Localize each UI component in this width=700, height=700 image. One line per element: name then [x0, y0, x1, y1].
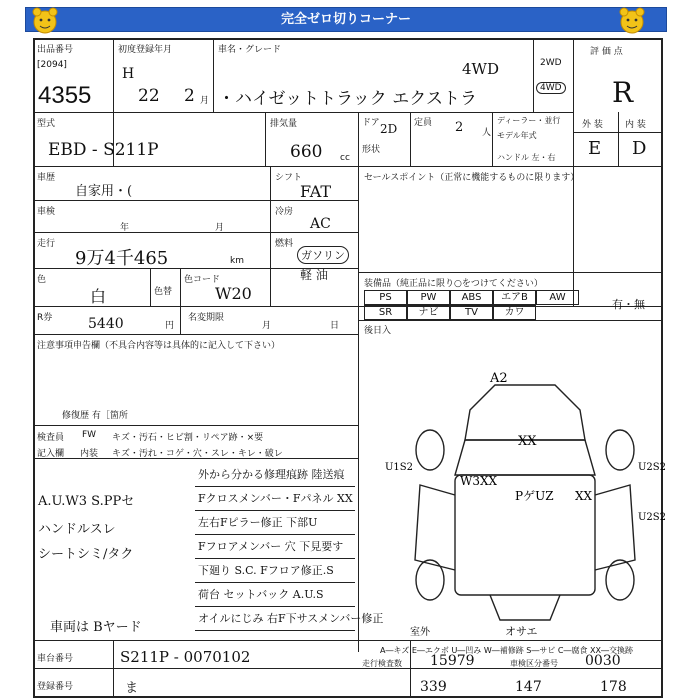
name-change-label: 名変期限	[188, 313, 225, 323]
sales-point-label: セールスポイント（正常に機能するものに限ります）	[364, 173, 580, 183]
grade-score: R	[612, 76, 634, 109]
handle-label: ハンドル 左・右	[497, 153, 556, 162]
lot-label: 出品番号	[37, 45, 74, 55]
shift-value: FAT	[300, 182, 332, 201]
fuel-gas-circled: ガソリン	[297, 246, 349, 264]
usage-value: 自家用・(	[75, 184, 133, 199]
remark-line: 左右Fピラー修正 下部U	[198, 516, 318, 529]
mileage-value: 9万4千465	[75, 248, 169, 269]
inspection-year: 年	[120, 223, 130, 233]
mascot-icon	[617, 6, 647, 36]
note-item-3: シートシミ/タク	[38, 547, 134, 562]
remark-divider	[195, 486, 355, 487]
diagram-bed-center: PゲUZ	[515, 489, 554, 503]
equipment-label: 装備品（純正品に限り○をつけてください）	[364, 279, 543, 289]
capacity-unit: 人	[482, 128, 492, 138]
mascot-icon	[30, 6, 60, 36]
equipment-item: ナビ	[407, 305, 450, 320]
recycle-label: R券	[37, 313, 53, 323]
after-input-label: 後日入	[364, 326, 392, 336]
remark-line: 外から分かる修理痕跡 陸送痕	[198, 468, 345, 481]
diagram-right2: U2S2	[638, 512, 667, 523]
name-change-month: 月	[262, 321, 272, 331]
drive-2wd: 2WD	[540, 58, 562, 68]
notes-label: 注意事項申告欄（不具合内容等は具体的に記入して下さい）	[37, 341, 281, 351]
cooling-value: AC	[310, 216, 331, 232]
class-value: 0030	[585, 653, 621, 669]
usage-label: 車歴	[37, 173, 56, 183]
first-reg-era: H	[122, 66, 135, 82]
equipment-item: ABS	[450, 290, 493, 305]
ext-grade: E	[588, 138, 602, 159]
total-label: 走行検査数	[362, 659, 402, 668]
remark-divider	[195, 510, 355, 511]
damage-diagram	[380, 370, 670, 640]
total-value: 15979	[430, 653, 475, 669]
dim-height: 178	[600, 679, 627, 695]
note-item-1: A.U.W3 S.PPセ	[38, 494, 135, 509]
remark-divider	[195, 558, 355, 559]
repair-history: 修復歴 有［箇所	[62, 411, 128, 421]
diagram-top: A2	[490, 371, 508, 386]
drive-4wd-circled: 4WD	[536, 82, 566, 94]
first-reg-unit: 月	[200, 96, 210, 106]
fuel-diesel: 軽 油	[300, 268, 328, 282]
diagram-right1: U2S2	[638, 462, 667, 473]
note-item-2: ハンドルスレ	[38, 522, 116, 537]
checker-row1-val: キズ・汚石・ヒビ割・リペア跡・×要	[112, 433, 264, 443]
class-label: 車検区分番号	[510, 659, 558, 668]
equipment-item: TV	[450, 305, 493, 320]
first-reg-month: 2	[184, 86, 195, 106]
remark-divider	[195, 534, 355, 535]
recycle-unit: 円	[165, 321, 175, 331]
name-change-day: 日	[330, 321, 340, 331]
first-reg-year: 22	[138, 86, 160, 106]
equipment-yesno: 有・無	[612, 298, 645, 311]
displacement-value: 660	[290, 142, 323, 162]
remark-line: オイルにじみ 右F下サスメンバー修正	[198, 612, 384, 625]
doors-label: ドア	[362, 118, 380, 128]
remark-divider	[195, 582, 355, 583]
inspection-month: 月	[215, 223, 225, 233]
grade-label: 評 価 点	[590, 47, 623, 57]
color-value: 白	[90, 287, 107, 306]
color-code-value: W20	[215, 284, 252, 303]
shift-label: シフト	[275, 173, 303, 183]
checker-label-1: 検査員	[37, 433, 65, 443]
fuel-label: 燃料	[275, 239, 294, 249]
mileage-label: 走行	[37, 239, 56, 249]
header-title: 完全ゼロ切りコーナー	[280, 12, 411, 27]
displacement-unit: cc	[340, 153, 350, 163]
chassis-label: 車台番号	[37, 654, 74, 664]
lot-number: 4355	[38, 82, 92, 109]
model-value: EBD - S211P	[48, 140, 159, 160]
remark-line: 荷台 セットバック A.U.S	[198, 588, 324, 601]
vehicle-note: 車両は Bヤード	[50, 620, 142, 635]
diagram-hood: XX	[518, 434, 537, 449]
equipment-item: SR	[364, 305, 407, 320]
dim-width: 147	[515, 679, 542, 695]
inspection-label: 車検	[37, 207, 56, 217]
car-name-label: 車名・グレード	[218, 45, 282, 55]
mileage-unit: km	[230, 256, 244, 266]
checker-row2-key: 内装	[80, 449, 99, 459]
chassis-value: S211P - 0070102	[120, 648, 251, 666]
damage-legend: A―キズ E―エクボ U―凹み W―補修跡 S―サビ C―腐食 XX―交換跡	[380, 646, 634, 655]
checker-row2-val: キズ・汚れ・コゲ・穴・スレ・キレ・破レ	[112, 449, 283, 459]
model-label: 型式	[37, 119, 56, 129]
checker-row1-key: FW	[82, 430, 97, 440]
lot-sub: [2094]	[37, 60, 67, 70]
cooling-label: 冷房	[275, 207, 294, 217]
equipment-item: PW	[407, 290, 450, 305]
first-reg-label: 初度登録年月	[118, 45, 173, 55]
dim-length: 339	[420, 679, 447, 695]
equipment-item: PS	[364, 290, 407, 305]
doors-value: 2D	[380, 122, 398, 136]
diagram-bed-left: W3XX	[460, 474, 498, 488]
model-year-label: モデル年式	[497, 131, 537, 140]
reg-no-value: ま	[125, 681, 139, 696]
diagram-left1: U1S2	[385, 462, 414, 473]
equipment-item: AW	[536, 290, 579, 305]
remark-line: Fフロアメンバー 穴 下見要す	[198, 540, 344, 553]
checker-label-2: 記入欄	[37, 449, 65, 459]
ext-label: 外 装	[582, 120, 603, 130]
dealer-label: ディーラー・並行	[497, 116, 561, 125]
remark-divider	[195, 630, 355, 631]
remark-line: 下廻り S.C. Fフロア修正.S	[198, 564, 334, 577]
recycle-value: 5440	[88, 316, 124, 332]
diagram-bottom: オサエ	[505, 625, 538, 638]
capacity-label: 定員	[414, 118, 433, 128]
color-change-label: 色替	[154, 287, 173, 297]
fuel-type-label: 形状	[362, 145, 381, 155]
capacity-value: 2	[455, 120, 464, 135]
equipment-item: カワ	[493, 305, 536, 320]
diagram-bottom2: 室外	[410, 627, 430, 638]
color-label: 色	[37, 275, 47, 285]
reg-no-label: 登録番号	[37, 682, 74, 692]
car-drive: 4WD	[462, 60, 499, 78]
header-bar	[25, 7, 667, 32]
remark-line: Fクロスメンバー・Fパネル XX	[198, 492, 353, 505]
equipment-item: エアB	[493, 290, 536, 305]
int-grade: D	[632, 138, 647, 159]
car-name-value: ・ハイゼットトラック エクストラ	[218, 89, 478, 109]
displacement-label: 排気量	[270, 119, 298, 129]
int-label: 内 装	[625, 120, 646, 130]
color-code-label: 色コード	[184, 275, 221, 285]
remark-divider	[195, 606, 355, 607]
diagram-bed-right: XX	[575, 489, 593, 503]
